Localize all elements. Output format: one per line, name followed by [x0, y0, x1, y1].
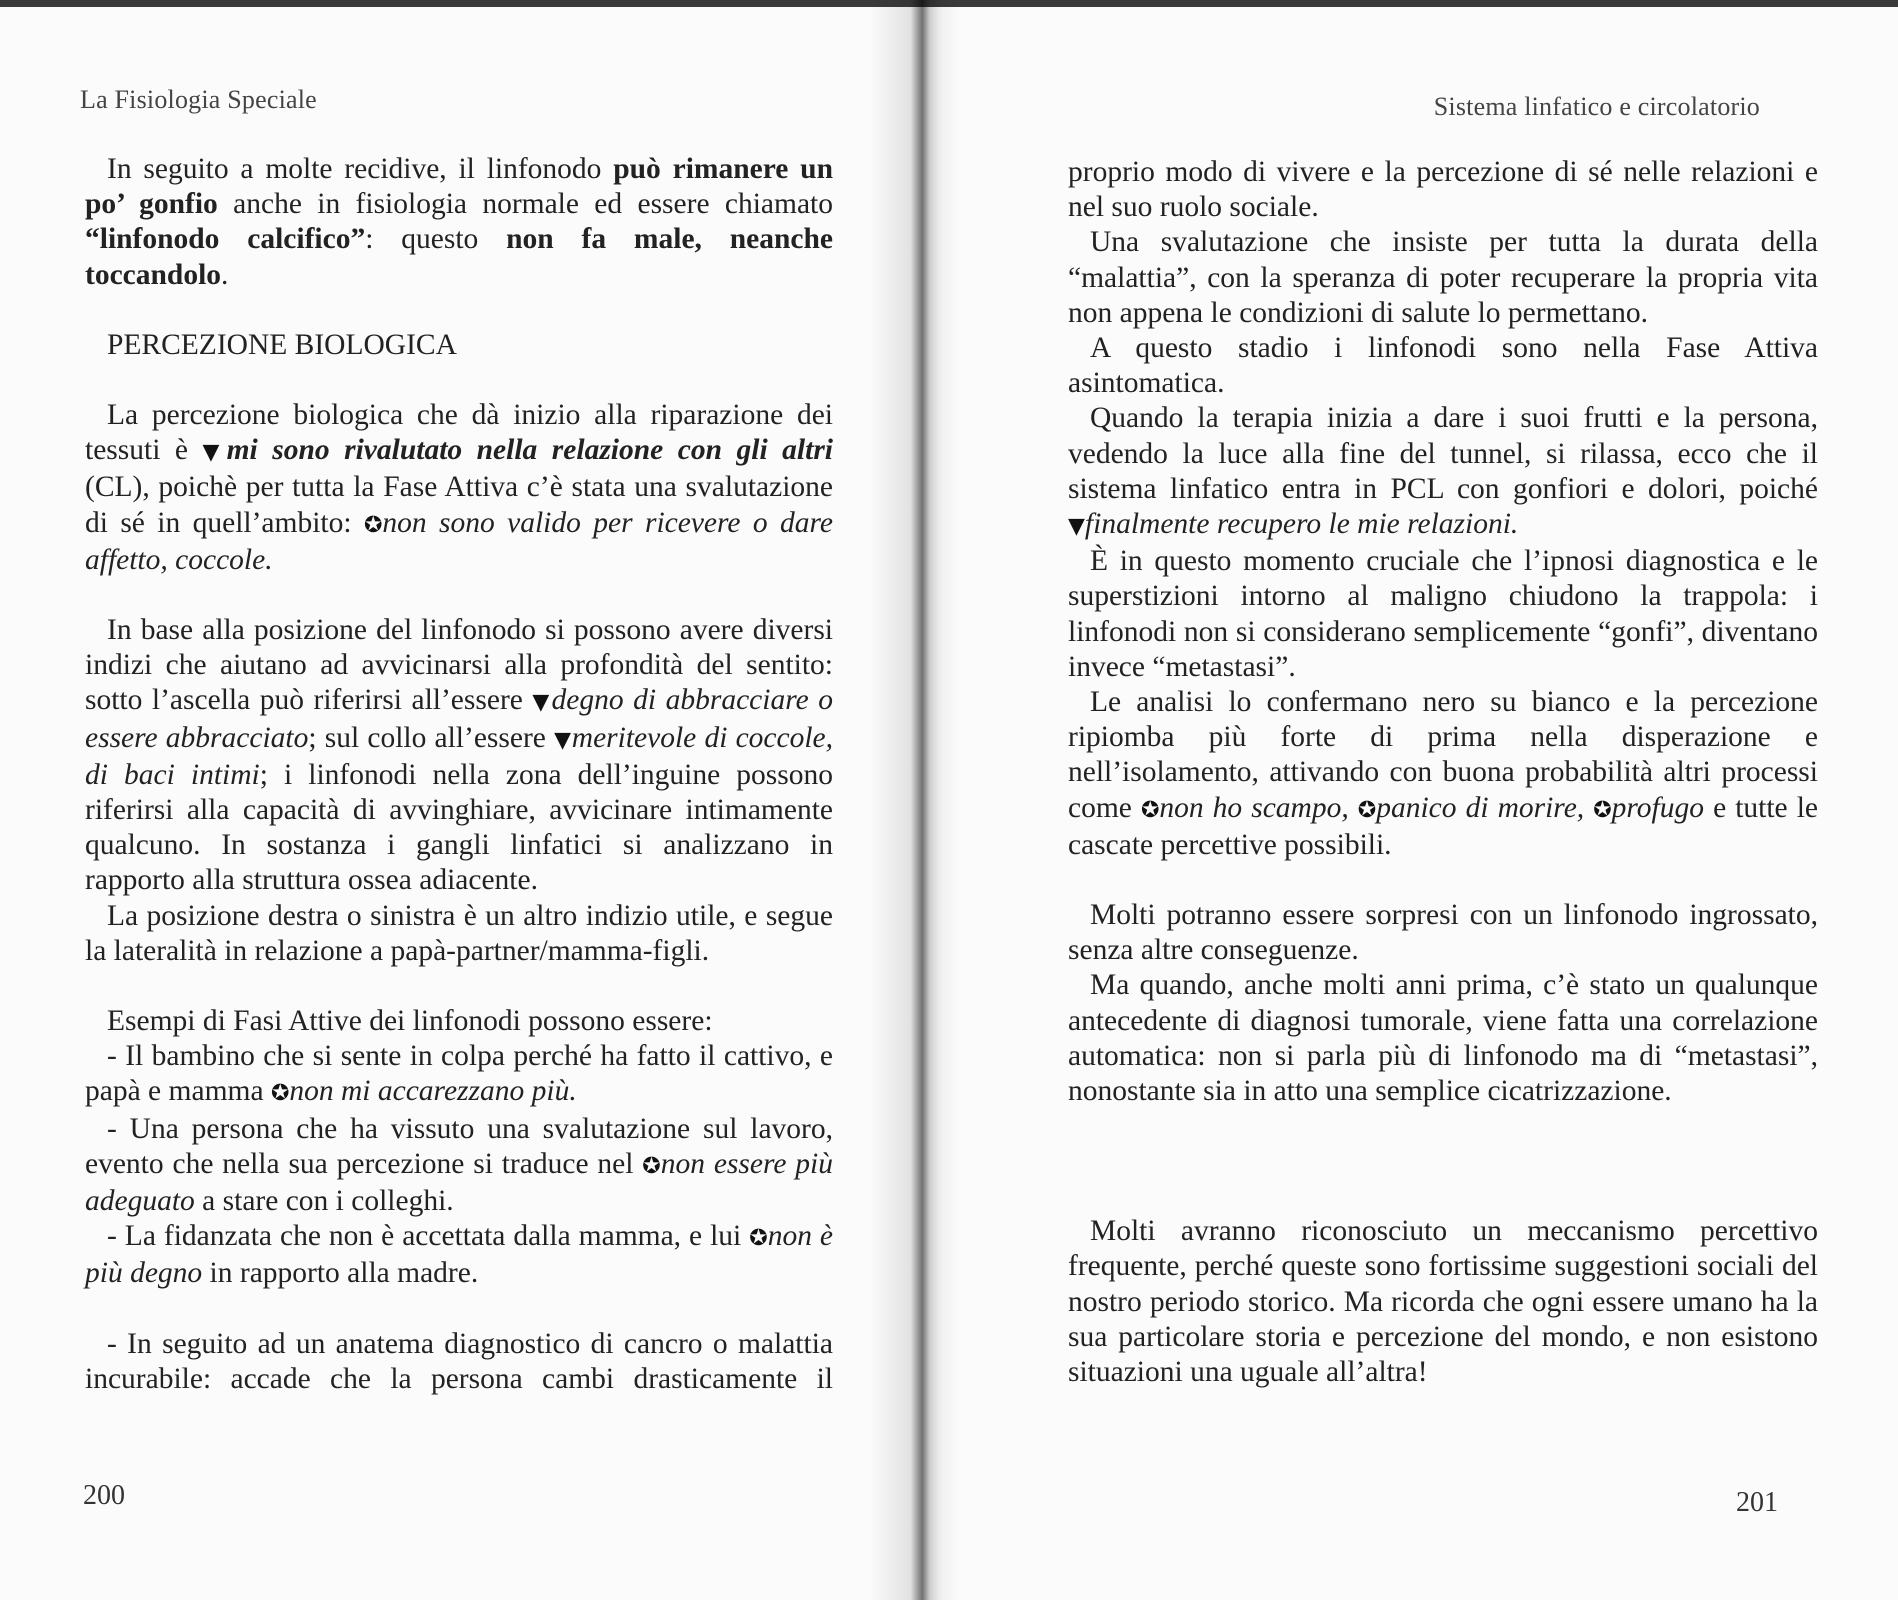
paragraph: Ma quando, anche molti anni prima, c’è stato un qualunque antecedente di diagnosi tumorale, viene fatta una correlazione automatica: non si parla più di linfonodo ma di “metastasi”, nonostante sia in atto una semplice cicatrizzazione. [1068, 969, 1818, 1108]
italic-text: non è più degno [85, 1220, 834, 1290]
italic-text: non sono valido per ricevere o dare affetto, coccole. [85, 506, 833, 576]
text [1349, 792, 1358, 824]
book-spine-shadow [870, 0, 960, 1600]
triangle-down-icon: ▼ [1068, 514, 1085, 540]
text: (CL), poichè per tutta la Fase Attiva c’è stata una svalutazione di sé in quell’ambito: [85, 471, 833, 539]
text: - Una persona che ha vissuto una svalutazione sul lavoro, evento che nella sua percezione si traduce nel [85, 1112, 833, 1180]
list-item [85, 1039, 833, 1111]
paragraph [1068, 401, 1818, 544]
text: e tutte le cascate percettive possibili. [1068, 791, 1818, 861]
list-item [85, 1219, 833, 1291]
circled-star-icon: ✪ [270, 1081, 290, 1107]
text: a stare con i colleghi. [194, 1185, 454, 1218]
italic-text: non essere più adeguato [85, 1147, 833, 1218]
italic-text: meritevole di coccole, di baci intimi [85, 721, 834, 791]
paragraph: È in questo momento cruciale che l’ipnosi diagnostica e le superstizioni intorno al maligno chiudono la trappola: i linfonodi non si considerano semplicemente “gonfi”, diventano invece “metastasi”. [1068, 545, 1818, 683]
paragraph [85, 398, 833, 578]
italic-text: panico di morire, [1376, 791, 1585, 824]
circled-star-icon: ✪ [642, 1153, 661, 1179]
text: . [221, 258, 229, 291]
circled-star-icon: ✪ [749, 1226, 768, 1252]
list-item [85, 1112, 833, 1220]
paragraph: Esempi di Fasi Attive dei linfonodi possono essere: [107, 1005, 713, 1038]
left-page [0, 7, 930, 1600]
text: anche in fisiologia normale ed essere chiamato [217, 188, 834, 221]
text: ; sul collo all’essere [308, 721, 555, 754]
text: ; i linfonodi nella zona dell’inguine possono riferirsi alla capacità di avvinghiare, avvicinare intimamente qualcuno. In sostanza i gangli linfatici si analizzano in rapporto alla struttura ossea adiacente. [85, 758, 834, 897]
paragraph: proprio modo di vivere e la percezione di sé nelle relazioni e nel suo ruolo sociale. [1068, 156, 1818, 224]
bold-text: “linfonodo calcifico” [85, 223, 366, 256]
paragraph [85, 152, 833, 293]
text: Quando la terapia inizia a dare i suoi frutti e la persona, vedendo la luce alla fine del tunnel, si rilassa, ecco che il sistema linfatico entra in PCL con gonfiori e dolori, poiché [1068, 402, 1818, 505]
italic-text: degno di abbracciare o essere abbracciato [85, 684, 833, 754]
page-number-left: 200 [83, 1480, 125, 1511]
list-item: - In seguito ad un anatema diagnostico di cancro o malattia incurabile: accade che la persona cambi drasticamente il [85, 1327, 833, 1395]
right-page [940, 7, 1898, 1600]
triangle-down-icon: ▼ [554, 727, 572, 753]
text: In base alla posizione del linfonodo si possono avere diversi indizi che aiutano ad avvicinarsi alla profondità del sentito: sotto l’ascella può riferirsi all’essere [85, 614, 833, 717]
paragraph: A questo stadio i linfonodi sono nella Fase Attiva asintomatica. [1068, 332, 1818, 400]
page-number-right: 201 [1736, 1487, 1778, 1518]
paragraph: Una svalutazione che insiste per tutta la durata della “malattia”, con la speranza di poter recuperare la propria vita non appena le condizioni di salute lo permettano. [1068, 226, 1818, 329]
triangle-down-icon: ▼ [202, 440, 227, 466]
paragraph: Molti potranno essere sorpresi con un linfonodo ingrossato, senza altre conseguenze. [1068, 899, 1818, 967]
bold-text: non fa male, neanche toccandolo [85, 223, 833, 291]
left-text-column [85, 152, 833, 1397]
text: - Il bambino che si sente in colpa perché ha fatto il cattivo, e papà e mamma [85, 1040, 833, 1108]
text [1584, 792, 1593, 824]
italic-text: finalmente recupero le mie relazioni. [1084, 508, 1519, 541]
circled-star-icon: ✪ [1357, 797, 1377, 823]
text: La percezione biologica che dà inizio alla riparazione dei tessuti è [85, 399, 833, 467]
section-heading: PERCEZIONE BIOLOGICA [107, 328, 457, 361]
text: in rapporto alla madre. [202, 1257, 479, 1290]
circled-star-icon: ✪ [363, 512, 383, 538]
circled-star-icon: ✪ [1593, 797, 1612, 823]
text: Le analisi lo confermano nero su bianco e la percezione ripiomba più forte di prima nella disperazione e nell’isolamento, attivando con buona probabilità altri processi come [1068, 686, 1818, 824]
bold-text: può rimanere un po’ gonfio [85, 153, 833, 221]
paragraph [85, 613, 833, 899]
paragraph [1068, 685, 1818, 863]
italic-text: non ho scampo, [1159, 791, 1349, 824]
text: In seguito a molte recidive, il linfonodo [107, 153, 614, 185]
running-head-left: La Fisiologia Speciale [80, 85, 317, 114]
right-text-column [1068, 155, 1818, 1390]
paragraph: La posizione destra o sinistra è un altro indizio utile, e segue la lateralità in relazione a papà-partner/mamma-figli. [85, 899, 833, 967]
italic-text: profugo [1611, 791, 1705, 824]
italic-text: non mi accarezzano più. [289, 1075, 577, 1108]
text: - La fidanzata che non è accettata dalla mamma, e lui [107, 1220, 750, 1253]
triangle-down-icon: ▼ [532, 690, 552, 716]
bold-italic-text: mi sono rivalutato nella relazione con gli altri [226, 434, 833, 467]
running-head-right: Sistema linfatico e circolatorio [1433, 92, 1760, 121]
paragraph: Molti avranno riconosciuto un meccanismo percettivo frequente, perché queste sono fortissime suggestioni sociali del nostro periodo storico. Ma ricorda che ogni essere umano ha la sua particolare storia e percezione del mondo, e non esistono situazioni una uguale all’altra! [1068, 1215, 1818, 1389]
text: : questo [365, 223, 507, 256]
circled-star-icon: ✪ [1140, 797, 1160, 823]
